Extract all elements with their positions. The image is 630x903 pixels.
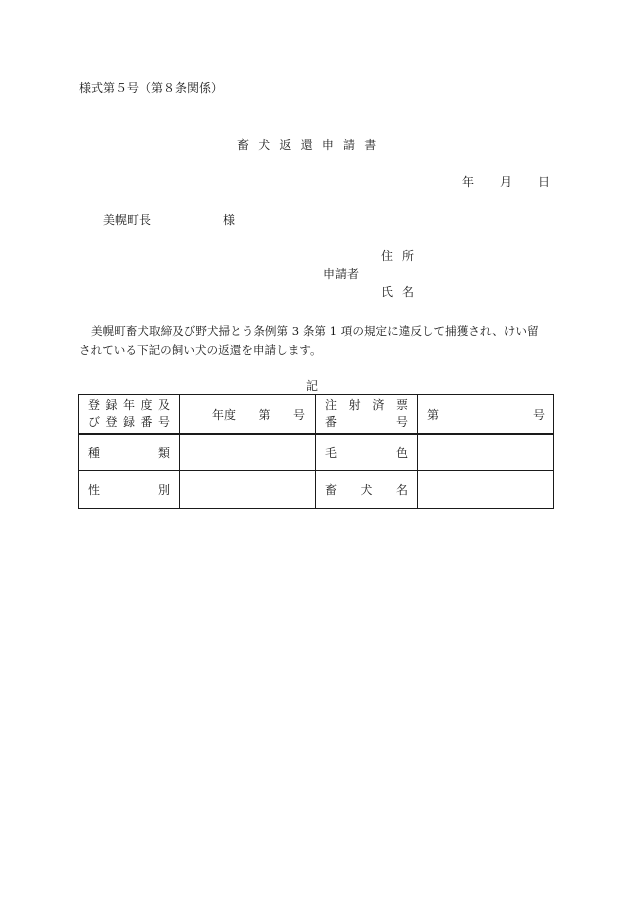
table-row	[79, 395, 554, 435]
label-char: 度	[140, 398, 153, 412]
title-char: 還	[300, 138, 322, 152]
label-char: 号	[157, 415, 170, 429]
label-char: 済	[372, 398, 385, 412]
address-label: 住所	[381, 249, 424, 263]
date-year-label: 年	[462, 175, 475, 189]
registration-go-label: 号	[292, 407, 305, 422]
title-char: 畜	[237, 138, 259, 152]
table-row	[79, 434, 554, 471]
injection-go-label: 号	[532, 407, 545, 422]
type-label-cell	[79, 434, 180, 471]
label-char: 色	[395, 446, 408, 460]
label-char: 番	[325, 415, 338, 429]
form-number: 様式第５号（第８条関係）	[79, 81, 224, 95]
label-char: 性	[88, 483, 101, 497]
date-line	[462, 175, 550, 189]
document-title	[237, 138, 385, 152]
injection-label-cell	[316, 395, 418, 435]
label-char: 録	[122, 415, 135, 429]
title-char: 申	[321, 138, 344, 152]
body-paragraph: 美幌町畜犬取締及び野犬掃とう条例第 3 条第 1 項の規定に違反して捕獲され、けい留されている下記の飼い犬の返還を申請します。	[79, 324, 539, 357]
registration-value-cell[interactable]	[180, 395, 316, 435]
dog-name-label-cell	[316, 471, 418, 509]
label-char: 別	[157, 483, 170, 497]
label-char: 種	[88, 446, 101, 460]
injection-label-line2	[325, 414, 408, 431]
coat-color-value-cell[interactable]	[418, 434, 554, 471]
label-char: 畜	[325, 483, 338, 497]
label-char: び	[88, 415, 101, 429]
dog-name-value-cell[interactable]	[418, 471, 554, 509]
label-char: 及	[157, 398, 170, 412]
registration-label-line2	[88, 414, 170, 431]
injection-label-line1	[325, 397, 408, 414]
dog-info-table	[78, 394, 554, 509]
label-char: 録	[105, 398, 118, 412]
title-char: 犬	[258, 138, 280, 152]
label-char: 登	[105, 415, 118, 429]
sex-value-cell[interactable]	[180, 471, 316, 509]
date-month-label: 月	[500, 175, 513, 189]
addressee	[103, 213, 235, 227]
label-char: 名	[395, 483, 408, 497]
label-char: 登	[88, 398, 101, 412]
injection-dai-label: 第	[427, 407, 440, 422]
table-row	[79, 471, 554, 509]
note-heading: 記	[306, 379, 319, 393]
registration-label-line1	[88, 397, 170, 414]
title-char: 請	[343, 138, 365, 152]
label-char: 番	[140, 415, 153, 429]
sex-label-cell	[79, 471, 180, 509]
label-char: 犬	[360, 483, 373, 497]
name-label: 氏名	[381, 285, 424, 299]
addressee-honorific: 様	[223, 213, 236, 227]
registration-year-label: 年度	[212, 407, 237, 422]
title-char: 書	[364, 138, 386, 152]
injection-value-cell[interactable]	[418, 395, 554, 435]
registration-label-cell	[79, 395, 180, 435]
date-day-label: 日	[538, 175, 551, 189]
addressee-name: 美幌町長	[103, 213, 152, 227]
label-char: 年	[122, 398, 135, 412]
type-value-cell[interactable]	[180, 434, 316, 471]
coat-color-label-cell	[316, 434, 418, 471]
label-char: 注	[325, 398, 338, 412]
label-char: 類	[157, 446, 170, 460]
label-char: 号	[395, 415, 408, 429]
label-char: 毛	[325, 446, 338, 460]
label-char: 射	[348, 398, 361, 412]
label-char: 票	[395, 398, 408, 412]
registration-dai-label: 第	[258, 407, 271, 422]
applicant-label: 申請者	[323, 267, 360, 281]
title-char: 返	[279, 138, 301, 152]
